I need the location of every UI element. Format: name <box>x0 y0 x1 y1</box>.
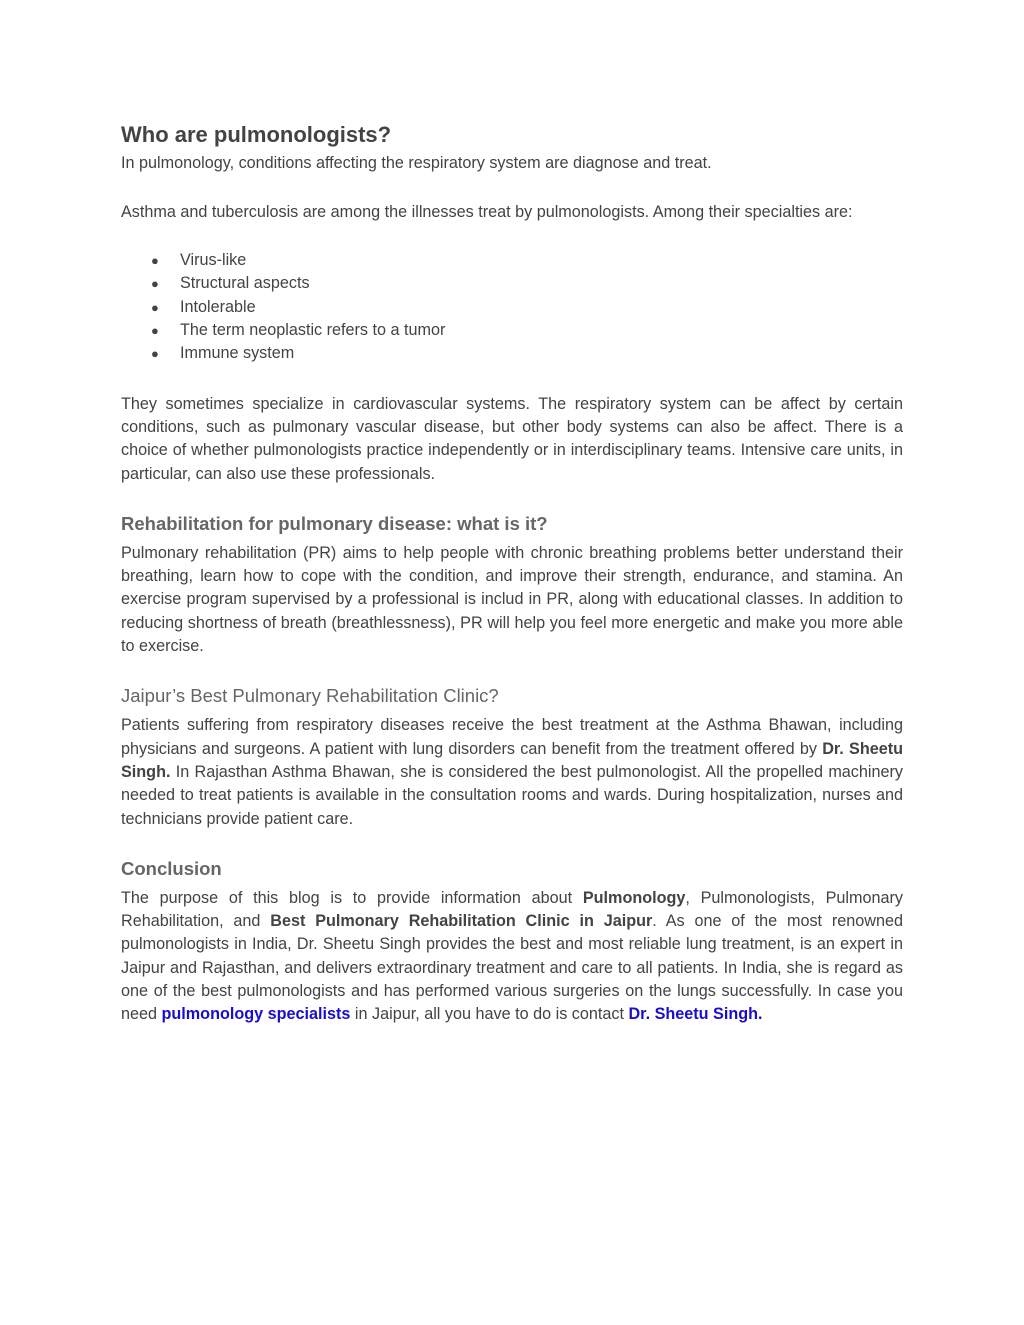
heading-jaipur-clinic: Jaipur’s Best Pulmonary Rehabilitation Clinic? <box>121 685 499 707</box>
intro-paragraph: In pulmonology, conditions affecting the respiratory system are diagnose and treat. <box>121 154 712 172</box>
list-item: ● Intolerable <box>121 296 903 319</box>
bullet-icon: ● <box>151 346 159 362</box>
bullet-icon: ● <box>151 276 159 292</box>
heading-rehabilitation: Rehabilitation for pulmonary disease: what is it? <box>121 512 548 534</box>
list-item: ● Immune system <box>121 342 903 365</box>
cardiovascular-paragraph: They sometimes specialize in cardiovascular systems. The respiratory system can be affect by certain conditions, such as pulmonary vascular disease, but other body systems can also be affect. There is a choice of whether pulmonologists practice independently or in interdisciplinary teams. Intensive care units, in particular, can also use these professionals. <box>121 394 903 483</box>
doctor-name-bold: Dr. Sheetu Singh. <box>121 739 904 781</box>
list-item: ● The term neoplastic refers to a tumor <box>121 319 903 342</box>
specialties-list <box>121 249 903 365</box>
dr-sheetu-singh-link[interactable]: Dr. Sheetu Singh. <box>628 1005 763 1024</box>
heading-conclusion: Conclusion <box>121 857 222 879</box>
bullet-icon: ● <box>151 323 159 339</box>
list-item: ● Structural aspects <box>121 272 903 295</box>
spacer <box>121 366 903 393</box>
conclusion-paragraph: The purpose of this blog is to provide information about Pulmonology, Pulmonologists, Pulmonary Rehabilitation, and Best Pulmonary Rehabilitation Clinic in Jaipur. As one of the most renowned pulmonologists in India, Dr. Sheetu Singh provides the best and most reliable lung treatment, is an expert in Jaipur and Rajasthan, and delivers extraordinary treatment and care to all patients. In India, she is regard as one of the best pulmonologists and has performed various surgeries on the lungs successfully. In case you need pulmonology specialists in Jaipur, all you have to do is contact Dr. Sheetu Singh. <box>121 888 903 1024</box>
specialties-paragraph: Asthma and tuberculosis are among the illnesses treat by pulmonologists. Among their specialties are: <box>121 202 853 221</box>
pulmonology-specialists-link[interactable]: pulmonology specialists <box>161 1005 351 1024</box>
best-clinic-bold: Best Pulmonary Rehabilitation Clinic in Jaipur <box>270 912 653 931</box>
spacer <box>121 224 903 247</box>
document-page <box>121 120 903 1027</box>
clinic-paragraph: Patients suffering from respiratory diseases receive the best treatment at the Asthma Bhawan, including physicians and surgeons. A patient with lung disorders can benefit from the treatment offered by Dr. Sheetu Singh. In Rajasthan Asthma Bhawan, she is considered the best pulmonologist. All the propelled machinery needed to treat patients is available in the consultation rooms and wards. During hospitalization, nurses and technicians provide patient care. <box>121 716 904 828</box>
bullet-icon: ● <box>151 299 159 315</box>
rehabilitation-paragraph: Pulmonary rehabilitation (PR) aims to help people with chronic breathing problems better understand their breathing, learn how to cope with the condition, and improve their strength, endurance, and stamina. An exercise program supervised by a professional is includ in PR, along with educational classes. In addition to reducing shortness of breath (breathlessness), PR will help you feel more energetic and make you more able to exercise. <box>121 543 903 656</box>
spacer <box>121 175 903 198</box>
pulmonology-bold: Pulmonology <box>582 888 686 907</box>
list-item: ● Virus-like <box>121 249 903 272</box>
heading-who-are-pulmonologists: Who are pulmonologists? <box>121 122 392 147</box>
bullet-icon: ● <box>151 253 159 269</box>
